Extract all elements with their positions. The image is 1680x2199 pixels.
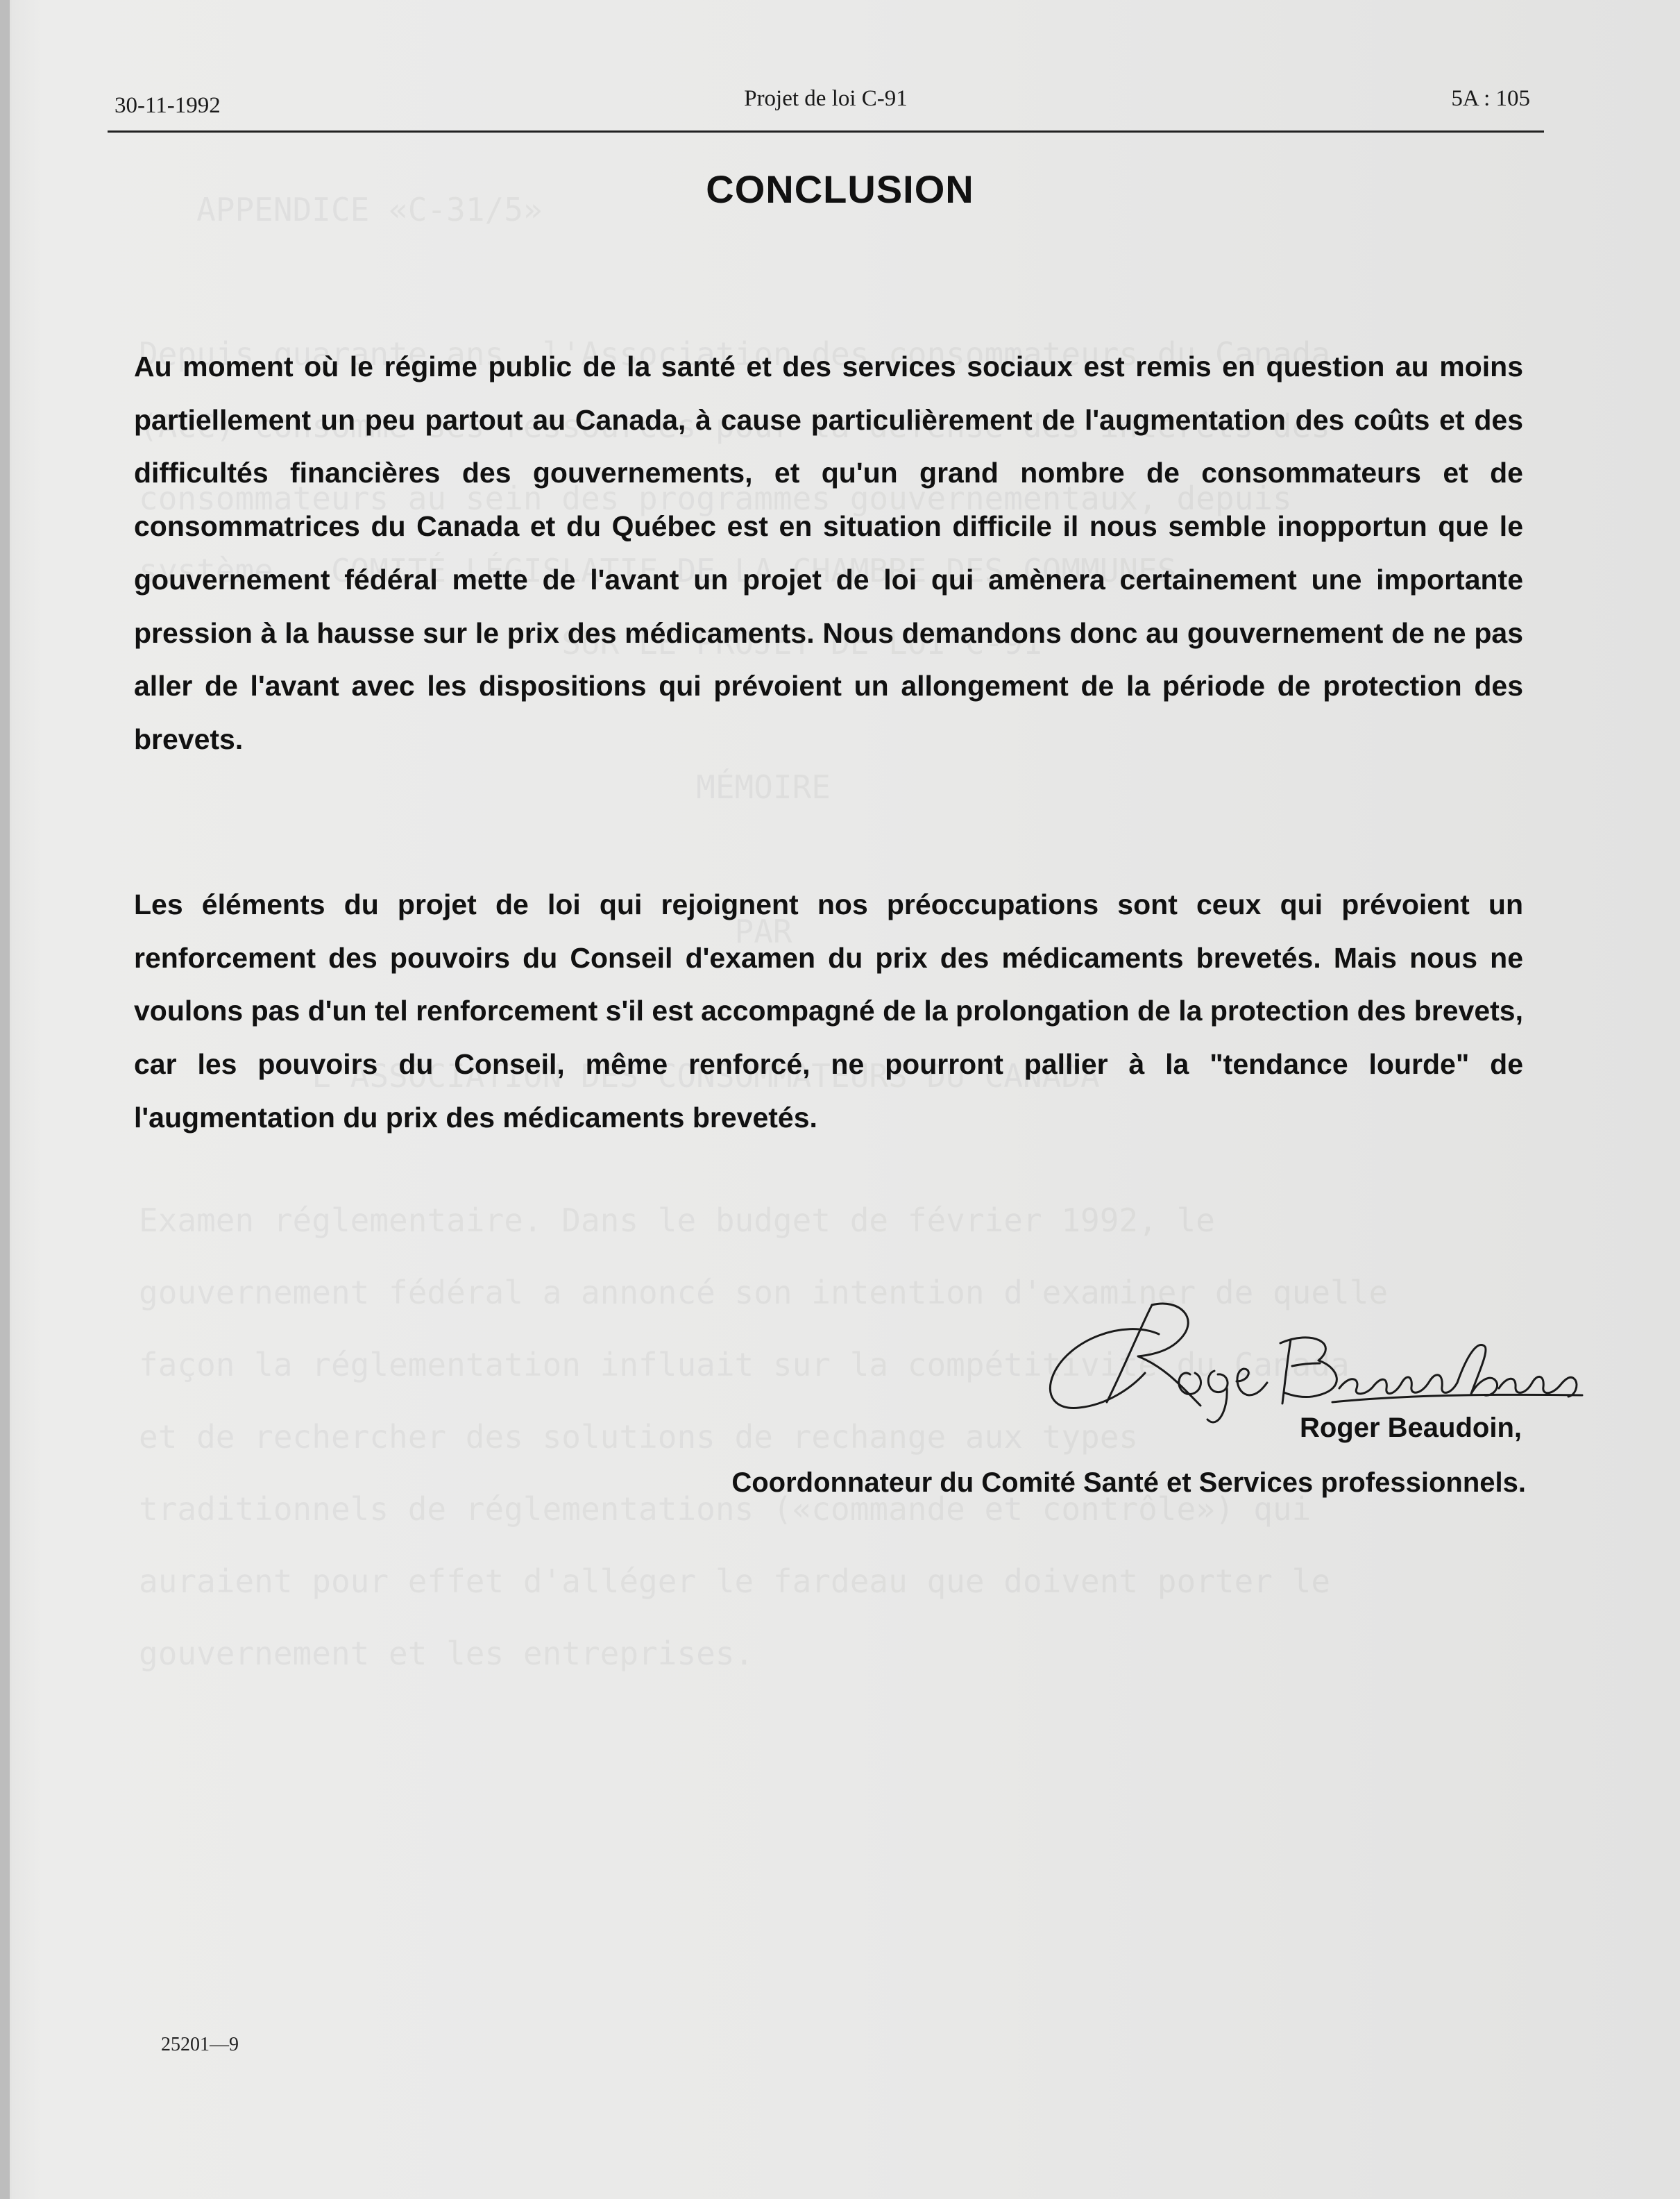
handwritten-signature: [1041, 1291, 1596, 1430]
header-bill-title: Projet de loi C-91: [744, 86, 908, 111]
header-date: 30-11-1992: [114, 93, 221, 118]
page-edge-shadow: [0, 0, 10, 2199]
conclusion-paragraph-2: Les éléments du projet de loi qui rejoignent nos préoccupations sont ceux qui prévoient un renforcement des pouvoirs du Conseil d'examen du prix des médicaments brevetés. Mais nous ne voulons pas d'un tel renforcement s'il est accompagné de la prolongation de la protection des brevets, car les pouvoirs du Conseil, même renforcé, ne pourront pallier à la "tendance lourde" de l'augmentation du prix des médicaments brevetés.: [134, 888, 1523, 1134]
header-page-number: 5A : 105: [1451, 86, 1530, 111]
signatory-title: Coordonnateur du Comité Santé et Services professionnels.: [731, 1467, 1526, 1498]
signatory-name: Roger Beaudoin,: [1299, 1413, 1522, 1443]
header-rule: [108, 130, 1544, 133]
conclusion-paragraph-1: Au moment où le régime public de la santé et des services sociaux est remis en question au moins partiellement un peu partout au Canada, à cause particulièrement de l'augmentation des coûts et des difficultés financières des gouvernements, et qu'un grand nombre de consommateurs et de consommatrices du Canada et du Québec est en situation difficile il nous semble inopportun que le gouvernement fédéral mette de l'avant un projet de loi qui amènera certainement une importante pression à la hausse sur le prix des médicaments. Nous demandons donc au gouvernement de ne pas aller de l'avant avec les dispositions qui prévoient un allongement de la période de protection des brevets.: [134, 351, 1523, 755]
page-header: [108, 82, 1544, 124]
footer-code: 25201—9: [161, 2034, 239, 2055]
page-title: CONCLUSION: [706, 167, 974, 211]
